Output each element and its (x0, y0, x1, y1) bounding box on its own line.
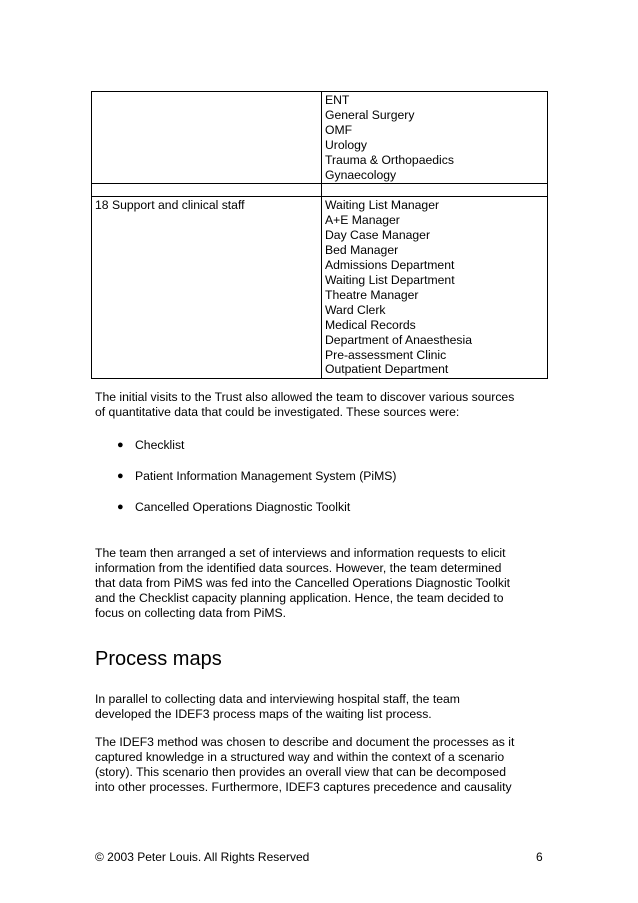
list-item (95, 438, 550, 453)
text-line: developed the IDEF3 process maps of the waiting list process. (95, 707, 432, 721)
section-heading: Process maps (95, 648, 222, 670)
table-row (92, 92, 548, 184)
staff-role-item: Ward Clerk (325, 302, 386, 317)
specialty-item: ENT (325, 93, 350, 107)
text-line: The IDEF3 method was chosen to describe and document the processes as it (95, 735, 515, 749)
specialty-item: Urology (325, 137, 367, 152)
bullet-icon: ● (117, 470, 124, 482)
text-line: into other processes. Furthermore, IDEF3 captures precedence and causality (95, 780, 512, 794)
staff-role-item: Department of Anaesthesia (325, 332, 473, 347)
table-cell-empty (92, 184, 322, 197)
bullet-icon: ● (117, 439, 124, 451)
data-sources-list (95, 438, 550, 531)
staff-role-item: Medical Records (325, 317, 416, 332)
table-row (92, 197, 548, 379)
staff-role-item: A+E Manager (325, 213, 400, 228)
text-line: focus on collecting data from PiMS. (95, 606, 287, 620)
specialty-item: OMF (325, 122, 353, 137)
staff-role-item: Waiting List Department (325, 272, 455, 287)
parallel-paragraph (95, 692, 550, 722)
list-item-label: Patient Information Management System (PiMS) (135, 469, 397, 483)
table-cell-empty (322, 184, 548, 197)
list-item (95, 469, 550, 484)
text-line: In parallel to collecting data and interviewing hospital staff, the team (95, 692, 460, 706)
table-cell-staff-roles (322, 197, 548, 379)
staff-role-item: Theatre Manager (325, 287, 419, 302)
list-item (95, 500, 550, 515)
staff-table (91, 91, 548, 379)
staff-role-item: Bed Manager (325, 243, 399, 258)
staff-role-item: Admissions Department (325, 258, 455, 273)
table-cell-specialties (322, 92, 548, 184)
table-row-spacer (92, 184, 548, 197)
intro-paragraph (95, 390, 550, 420)
specialty-item: Gynaecology (325, 167, 397, 182)
interviews-paragraph (95, 546, 550, 621)
text-line: The initial visits to the Trust also allowed the team to discover various sources (95, 390, 515, 404)
idef3-paragraph (95, 735, 550, 795)
list-item-label: Cancelled Operations Diagnostic Toolkit (135, 500, 351, 514)
staff-role-item: Day Case Manager (325, 228, 430, 243)
text-line: (story). This scenario then provides an overall view that can be decomposed (95, 765, 506, 779)
text-line: that data from PiMS was fed into the Cancelled Operations Diagnostic Toolkit (95, 576, 511, 590)
table-cell-staff-group: 18 Support and clinical staff (92, 197, 322, 379)
specialty-item: Trauma & Orthopaedics (325, 152, 454, 167)
bullet-icon: ● (117, 501, 124, 513)
footer-copyright: © 2003 Peter Louis. All Rights Reserved (95, 850, 310, 864)
staff-role-item: Waiting List Manager (325, 198, 440, 213)
text-line: of quantitative data that could be investigated. These sources were: (95, 405, 460, 419)
footer-page-number: 6 (536, 850, 543, 864)
staff-role-item: Outpatient Department (325, 362, 449, 377)
text-line: information from the identified data sources. However, the team determined (95, 561, 502, 575)
table-cell-empty (92, 92, 322, 184)
specialty-item: General Surgery (325, 107, 415, 122)
text-line: and the Checklist capacity planning application. Hence, the team decided to (95, 591, 504, 605)
staff-role-item: Pre-assessment Clinic (325, 347, 447, 362)
text-line: captured knowledge in a structured way and within the context of a scenario (95, 750, 505, 764)
text-line: The team then arranged a set of interviews and information requests to elicit (95, 546, 506, 560)
list-item-label: Checklist (135, 438, 185, 452)
